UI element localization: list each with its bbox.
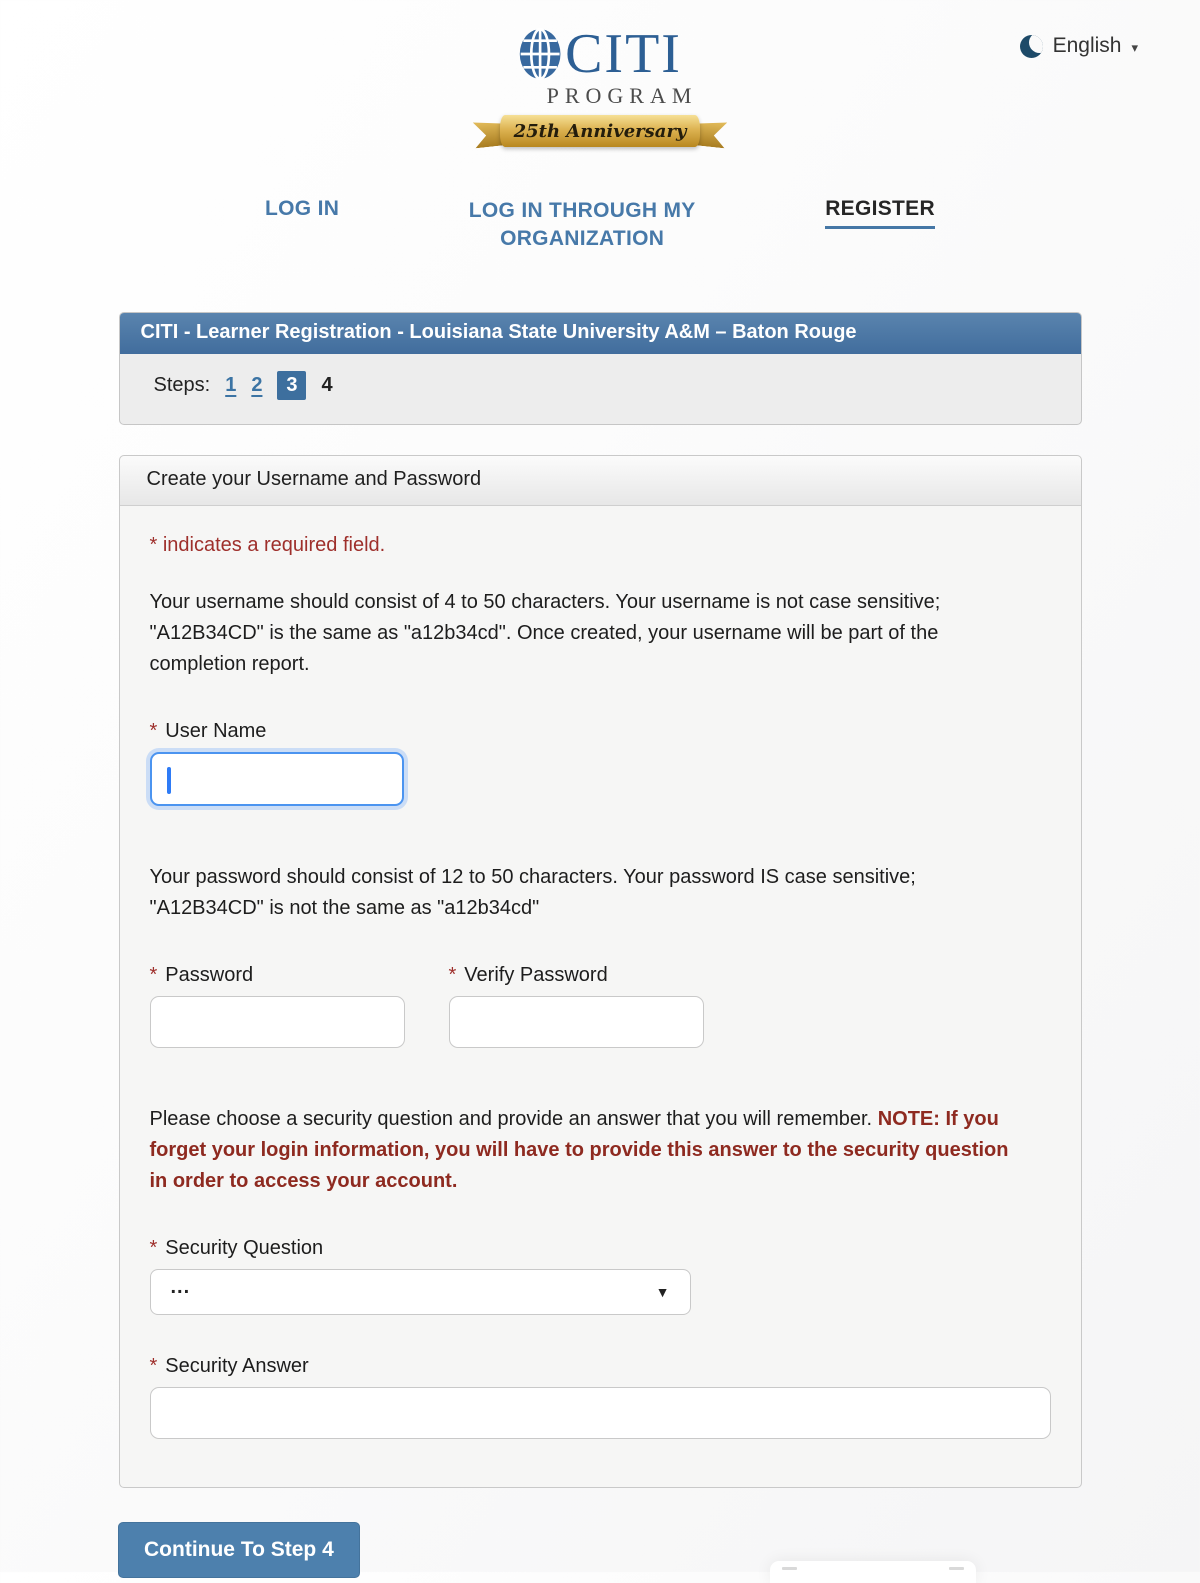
language-label: English bbox=[1052, 34, 1122, 57]
security-answer-label: * Security Answer bbox=[149, 1354, 309, 1377]
required-asterisk: * bbox=[448, 963, 457, 986]
create-credentials-panel bbox=[119, 455, 1082, 1488]
anniversary-ribbon bbox=[474, 111, 726, 151]
panel-body bbox=[120, 506, 1081, 1487]
security-help-note: NOTE: If you forget your login information, you will have to provide this answer to the security question in order to access your account. bbox=[149, 1107, 1009, 1192]
step-4: 4 bbox=[321, 373, 333, 396]
step-1-link[interactable]: 1 bbox=[225, 373, 237, 396]
citi-logo bbox=[450, 23, 750, 151]
step-3-current: 3 bbox=[277, 371, 306, 400]
steps-label: Steps: bbox=[153, 373, 211, 396]
security-help-intro: Please choose a security question and provide an answer that you will remember. bbox=[149, 1107, 873, 1130]
select-caret-icon: ▼ bbox=[655, 1283, 670, 1300]
required-field-note: * indicates a required field. bbox=[149, 533, 386, 556]
registration-steps-card bbox=[119, 312, 1082, 425]
tab-register[interactable]: REGISTER bbox=[825, 197, 935, 229]
registration-title-bar: CITI - Learner Registration - Louisiana State University A&M – Baton Rouge bbox=[120, 313, 1081, 354]
page-header bbox=[0, 0, 1200, 151]
logo-subtitle: PROGRAM bbox=[546, 83, 698, 108]
tab-log-in[interactable]: LOG IN bbox=[265, 197, 340, 220]
required-asterisk: * bbox=[149, 963, 158, 986]
username-label: * User Name bbox=[149, 719, 267, 742]
security-question-select[interactable] bbox=[150, 1269, 691, 1315]
verify-password-input[interactable] bbox=[449, 996, 704, 1048]
bottom-right-widget[interactable] bbox=[770, 1561, 976, 1583]
password-row bbox=[150, 924, 1051, 1048]
security-question-label: * Security Question bbox=[149, 1236, 324, 1259]
widget-dash-right bbox=[949, 1567, 964, 1570]
steps-row bbox=[120, 354, 1081, 424]
required-asterisk: * bbox=[149, 719, 158, 742]
required-asterisk: * bbox=[149, 1354, 158, 1377]
main-column bbox=[119, 312, 1082, 1488]
step-2-link[interactable]: 2 bbox=[251, 373, 263, 396]
password-input[interactable] bbox=[150, 996, 405, 1048]
moon-icon bbox=[1020, 35, 1043, 58]
password-help-text: Your password should consist of 12 to 50 characters. Your password IS case sensitive; "A12B34CD" is not the same as "a12b34cd" bbox=[149, 865, 916, 919]
language-selector[interactable] bbox=[1020, 34, 1138, 58]
security-answer-input[interactable] bbox=[150, 1387, 1051, 1439]
ribbon-banner-text: 25th Anniversary bbox=[513, 120, 687, 142]
username-field-wrap bbox=[150, 752, 404, 806]
password-label: * Password bbox=[149, 963, 254, 986]
text-cursor bbox=[167, 767, 171, 794]
widget-dash-left bbox=[782, 1567, 797, 1570]
username-input[interactable] bbox=[152, 754, 402, 804]
continue-to-step-4-button[interactable]: Continue To Step 4 bbox=[118, 1522, 360, 1578]
tab-log-in-through-my-organization[interactable]: LOG IN THROUGH MY ORGANIZATION bbox=[468, 199, 696, 251]
globe-icon bbox=[518, 26, 564, 87]
verify-password-label: * Verify Password bbox=[448, 963, 608, 986]
required-asterisk: * bbox=[149, 1236, 158, 1259]
selected-security-question: ... bbox=[170, 1276, 191, 1299]
auth-nav bbox=[0, 197, 1200, 254]
panel-title: Create your Username and Password bbox=[120, 456, 1081, 506]
caret-down-icon: ▾ bbox=[1131, 39, 1138, 55]
security-help-text bbox=[150, 1104, 1030, 1197]
logo-title: CITI bbox=[565, 23, 682, 85]
username-help-text: Your username should consist of 4 to 50 characters. Your username is not case sensitive; "A12B34CD" is the same as "a12b34cd". Once created, your username will be part of the completion report. bbox=[149, 590, 941, 675]
